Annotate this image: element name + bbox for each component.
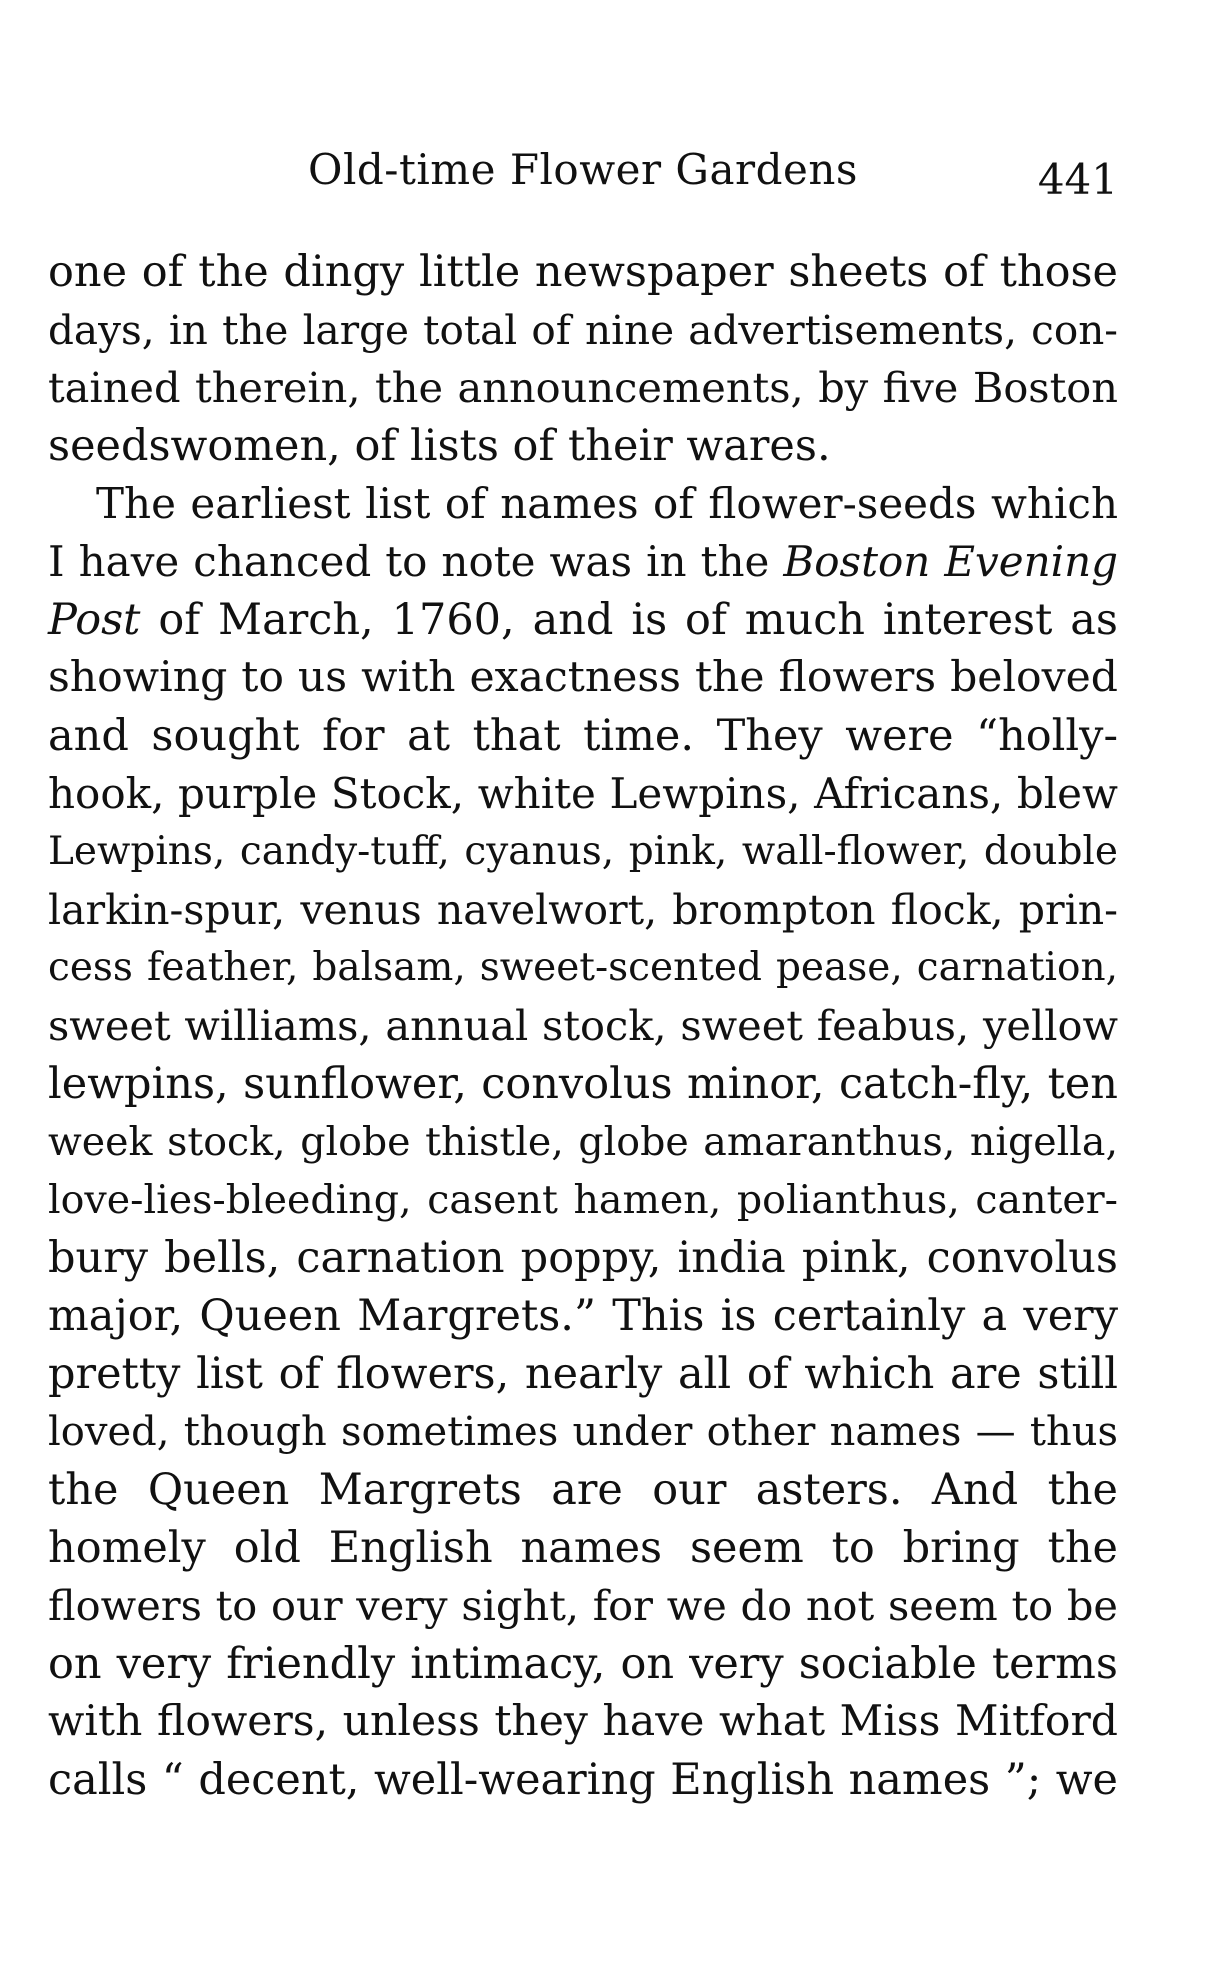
page-number: 441 bbox=[1037, 155, 1118, 204]
text-line: with flowers, unless they have what Miss Mitford bbox=[48, 1697, 1118, 1746]
body-text bbox=[48, 243, 1118, 1809]
text-line: The earliest list of names of flower-seeds which bbox=[96, 479, 1118, 528]
text-line bbox=[48, 591, 1118, 649]
text-line: loved, though sometimes under other names — thus bbox=[48, 1409, 1118, 1455]
text-line: major, Queen Margrets.” This is certainly a very bbox=[48, 1291, 1118, 1341]
text-line: calls “ decent, well-wearing English names ”; we bbox=[48, 1755, 1118, 1805]
text-line: hook, purple Stock, white Lewpins, Africans, blew bbox=[48, 769, 1118, 818]
text-line: days, in the large total of nine advertisements, con- bbox=[48, 306, 1118, 354]
text-fragment: of March, 1760, and is of much interest as bbox=[158, 595, 1119, 645]
text-line: larkin-spur, venus navelwort, brompton flock, prin- bbox=[48, 886, 1118, 934]
text-line: on very friendly intimacy, on very sociable terms bbox=[48, 1639, 1118, 1689]
text-line: lewpins, sunflower, convolus minor, catch-fly, ten bbox=[48, 1059, 1118, 1109]
text-line: love-lies-bleeding, casent hamen, polianthus, canter- bbox=[48, 1177, 1118, 1223]
text-line: the Queen Margrets are our asters. And the bbox=[48, 1465, 1118, 1515]
newspaper-title: Post bbox=[48, 595, 141, 645]
text-line: seedswomen, of lists of their wares. bbox=[48, 421, 831, 471]
running-head bbox=[48, 140, 1118, 204]
text-line: sweet williams, annual stock, sweet feabus, yellow bbox=[48, 1001, 1118, 1050]
newspaper-title: Boston Evening bbox=[783, 537, 1119, 586]
text-line: flowers to our very sight, for we do not seem to be bbox=[48, 1581, 1118, 1630]
text-line bbox=[48, 533, 1118, 591]
text-line: showing to us with exactness the flowers beloved bbox=[48, 653, 1118, 702]
text-line: one of the dingy little newspaper sheets of those bbox=[48, 247, 1118, 297]
text-line: pretty list of flowers, nearly all of which are still bbox=[48, 1349, 1118, 1399]
text-line: cess feather, balsam, sweet-scented pease, carnation, bbox=[48, 945, 1118, 990]
text-line: bury bells, carnation poppy, india pink, convolus bbox=[48, 1233, 1118, 1283]
text-line: and sought for at that time. They were “holly- bbox=[48, 711, 1118, 761]
text-line: homely old English names seem to bring the bbox=[48, 1523, 1118, 1573]
text-line: week stock, globe thistle, globe amaranthus, nigella, bbox=[48, 1119, 1118, 1165]
text-line: tained therein, the announcements, by five Boston bbox=[48, 363, 1118, 412]
text-fragment: I have chanced to note was in the bbox=[48, 537, 770, 586]
running-title: Old-time Flower Gardens bbox=[308, 145, 858, 194]
text-line: Lewpins, candy-tuff, cyanus, pink, wall-flower, double bbox=[48, 829, 1118, 874]
